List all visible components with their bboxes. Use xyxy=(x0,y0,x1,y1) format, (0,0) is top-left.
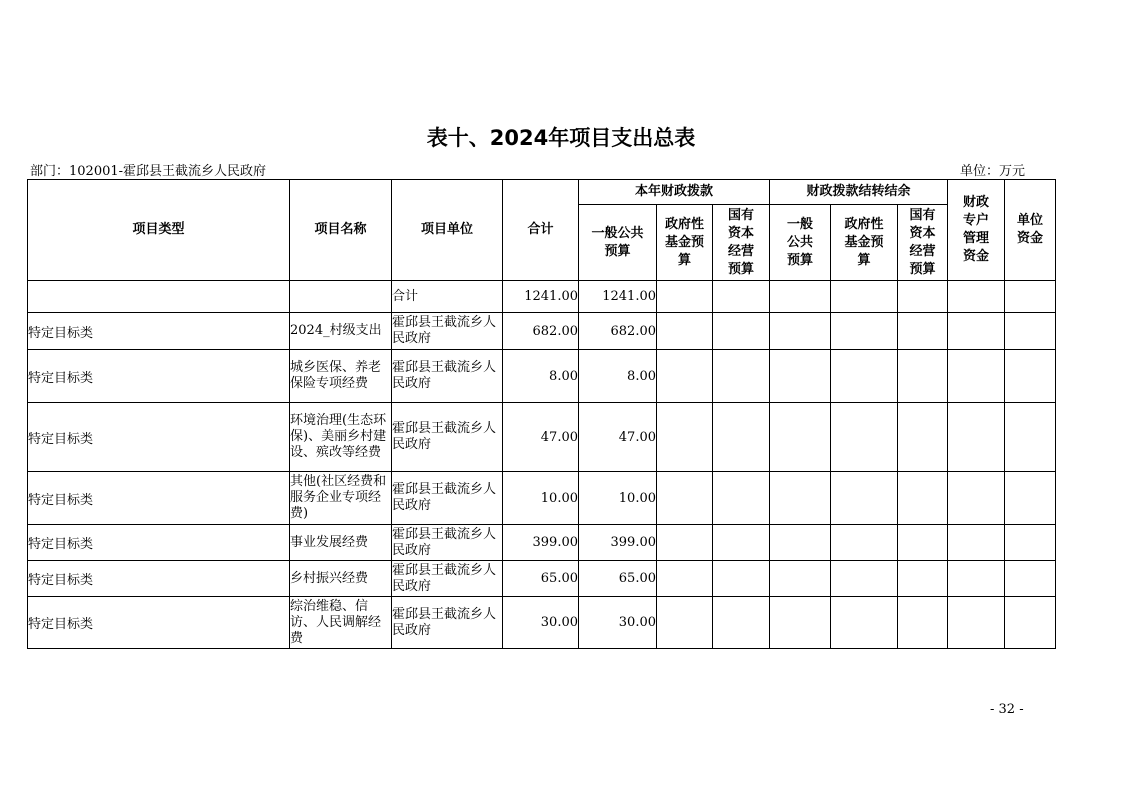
project-type: 特定目标类 xyxy=(28,597,290,649)
cell-empty xyxy=(898,313,948,350)
cell-empty xyxy=(1005,313,1056,350)
project-type: 特定目标类 xyxy=(28,525,290,561)
project-name: 事业发展经费 xyxy=(290,525,392,561)
cell-empty xyxy=(657,525,713,561)
project-general-budget: 8.00 xyxy=(579,350,657,403)
cell-empty xyxy=(657,281,713,313)
project-total: 10.00 xyxy=(503,472,579,525)
project-general-budget: 65.00 xyxy=(579,561,657,597)
cell-empty xyxy=(948,313,1005,350)
project-unit: 霍邱县王截流乡人民政府 xyxy=(392,313,503,350)
cell-empty xyxy=(770,350,831,403)
project-name: 其他(社区经费和服务企业专项经费) xyxy=(290,472,392,525)
total-general-budget: 1241.00 xyxy=(579,281,657,313)
cell-empty xyxy=(770,597,831,649)
project-general-budget: 10.00 xyxy=(579,472,657,525)
project-type: 特定目标类 xyxy=(28,403,290,472)
cell-empty xyxy=(657,597,713,649)
table-row xyxy=(28,525,1056,561)
project-unit: 霍邱县王截流乡人民政府 xyxy=(392,472,503,525)
header-project-unit: 项目单位 xyxy=(392,180,503,281)
page-title: 表十、2024年项目支出总表 xyxy=(426,126,696,150)
cell-empty xyxy=(713,403,770,472)
cell-empty xyxy=(898,281,948,313)
project-type: 特定目标类 xyxy=(28,472,290,525)
cell-empty xyxy=(898,350,948,403)
project-name: 乡村振兴经费 xyxy=(290,561,392,597)
cell-empty xyxy=(898,597,948,649)
header-project-name: 项目名称 xyxy=(290,180,392,281)
cell-empty xyxy=(898,472,948,525)
project-unit: 霍邱县王截流乡人民政府 xyxy=(392,350,503,403)
cell-empty xyxy=(831,313,898,350)
header-total: 合计 xyxy=(503,180,579,281)
project-general-budget: 47.00 xyxy=(579,403,657,472)
project-total: 682.00 xyxy=(503,313,579,350)
cell-empty xyxy=(770,403,831,472)
cell-empty xyxy=(948,597,1005,649)
unit-label: 单位：万元 xyxy=(960,164,1026,179)
cell-empty xyxy=(770,313,831,350)
cell-empty xyxy=(948,281,1005,313)
cell-empty xyxy=(948,472,1005,525)
project-general-budget: 399.00 xyxy=(579,525,657,561)
cell-empty xyxy=(770,472,831,525)
project-expenditure-table xyxy=(27,179,1056,649)
cell-empty xyxy=(831,597,898,649)
project-name: 城乡医保、养老保险专项经费 xyxy=(290,350,392,403)
project-unit: 霍邱县王截流乡人民政府 xyxy=(392,597,503,649)
project-total: 399.00 xyxy=(503,525,579,561)
cell-empty xyxy=(657,403,713,472)
cell-empty xyxy=(831,281,898,313)
cell-empty xyxy=(657,313,713,350)
project-total: 65.00 xyxy=(503,561,579,597)
table-row xyxy=(28,561,1056,597)
cell-empty xyxy=(28,281,290,313)
cell-empty xyxy=(831,350,898,403)
cell-empty xyxy=(657,561,713,597)
cell-empty xyxy=(1005,403,1056,472)
cell-empty xyxy=(948,350,1005,403)
cell-empty xyxy=(1005,597,1056,649)
cell-empty xyxy=(1005,561,1056,597)
header-group-current-year: 本年财政拨款 xyxy=(579,180,770,205)
header-current-gov-fund-budget: 政府性基金预算 xyxy=(657,205,713,281)
page-number: - 32 - xyxy=(990,702,1024,717)
project-total: 30.00 xyxy=(503,597,579,649)
table-row xyxy=(28,403,1056,472)
header-current-general-budget: 一般公共预算 xyxy=(579,205,657,281)
header-carryover-gov-fund-budget: 政府性基金预算 xyxy=(831,205,898,281)
cell-empty xyxy=(290,281,392,313)
project-type: 特定目标类 xyxy=(28,350,290,403)
project-unit: 霍邱县王截流乡人民政府 xyxy=(392,403,503,472)
header-unit-fund: 单位资金 xyxy=(1005,180,1056,281)
project-name: 环境治理(生态环保)、美丽乡村建设、殡改等经费 xyxy=(290,403,392,472)
cell-empty xyxy=(1005,525,1056,561)
project-general-budget: 682.00 xyxy=(579,313,657,350)
project-total: 8.00 xyxy=(503,350,579,403)
cell-empty xyxy=(713,281,770,313)
project-unit: 霍邱县王截流乡人民政府 xyxy=(392,561,503,597)
cell-empty xyxy=(1005,350,1056,403)
project-type: 特定目标类 xyxy=(28,313,290,350)
cell-empty xyxy=(713,472,770,525)
project-name: 2024_村级支出 xyxy=(290,313,392,350)
header-project-type: 项目类型 xyxy=(28,180,290,281)
cell-empty xyxy=(831,403,898,472)
cell-empty xyxy=(657,350,713,403)
cell-empty xyxy=(713,597,770,649)
cell-empty xyxy=(770,561,831,597)
cell-empty xyxy=(948,403,1005,472)
cell-empty xyxy=(1005,281,1056,313)
cell-empty xyxy=(898,561,948,597)
cell-empty xyxy=(831,472,898,525)
cell-empty xyxy=(1005,472,1056,525)
cell-empty xyxy=(898,525,948,561)
table-row xyxy=(28,350,1056,403)
cell-empty xyxy=(657,472,713,525)
header-current-state-capital-budget: 国有资本经营预算 xyxy=(713,205,770,281)
cell-empty xyxy=(948,561,1005,597)
table-row xyxy=(28,597,1056,649)
cell-empty xyxy=(770,281,831,313)
table-row xyxy=(28,472,1056,525)
header-carryover-state-capital-budget: 国有资本经营预算 xyxy=(898,205,948,281)
cell-empty xyxy=(831,525,898,561)
cell-empty xyxy=(713,525,770,561)
total-amount: 1241.00 xyxy=(503,281,579,313)
project-name: 综治维稳、信访、人民调解经费 xyxy=(290,597,392,649)
cell-empty xyxy=(713,313,770,350)
total-row xyxy=(28,281,1056,313)
project-unit: 霍邱县王截流乡人民政府 xyxy=(392,525,503,561)
header-special-fund: 财政专户管理资金 xyxy=(948,180,1005,281)
department-label: 部门：102001-霍邱县王截流乡人民政府 xyxy=(30,164,267,179)
cell-empty xyxy=(713,561,770,597)
project-total: 47.00 xyxy=(503,403,579,472)
header-group-carryover: 财政拨款结转结余 xyxy=(770,180,948,205)
project-general-budget: 30.00 xyxy=(579,597,657,649)
table-row xyxy=(28,313,1056,350)
total-label: 合计 xyxy=(392,281,503,313)
cell-empty xyxy=(948,525,1005,561)
cell-empty xyxy=(770,525,831,561)
header-carryover-general-budget: 一般公共预算 xyxy=(770,205,831,281)
cell-empty xyxy=(713,350,770,403)
cell-empty xyxy=(831,561,898,597)
cell-empty xyxy=(898,403,948,472)
project-type: 特定目标类 xyxy=(28,561,290,597)
